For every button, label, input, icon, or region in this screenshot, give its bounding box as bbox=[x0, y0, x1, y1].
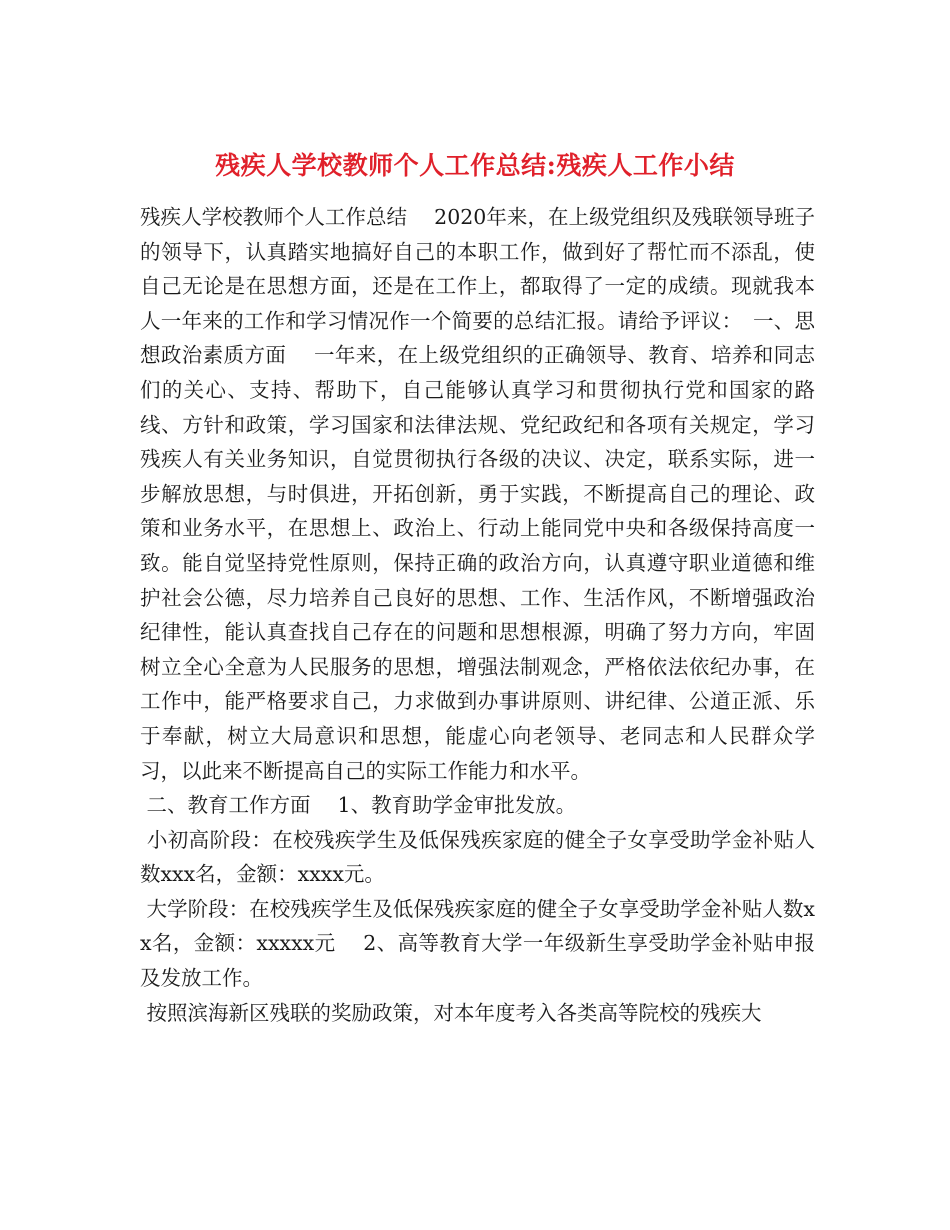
paragraph-education-heading: 二、教育工作方面 1、教育助学金审批发放。 bbox=[140, 793, 577, 818]
paragraph-primary-secondary: 小初高阶段：在校残疾学生及低保残疾家庭的健全子女享受助学金补贴人数xxx名，金额：xxxx元。 bbox=[140, 827, 815, 887]
paragraph-intro-political: 残疾人学校教师个人工作总结 2020年来，在上级党组织及残联领导班子的领导下，认真踏实地搞好自己的本职工作，做到好了帮忙而不添乱，使自己无论是在思想方面，还是在工作上，都取得了一定的成绩。现就我本人一年来的工作和学习情况作一个简要的总结汇报。请给予评议： 一、思想政治素质方面 一年来，在上级党组织的正确领导、教育、培养和同志们的关心、支持、帮助下，自己能够认真学习和贯彻执行党和国家的路线、方针和政策，学习国家和法律法规、党纪政纪和各项有关规定，学习残疾人有关业务知识，自觉贯彻执行各级的决议、决定，联系实际，进一步解放思想，与时俱进，开拓创新，勇于实践，不断提高自己的理论、政策和业务水平，在思想上、政治上、行动上能同党中央和各级保持高度一致。能自觉坚持党性原则，保持正确的政治方向，认真遵守职业道德和维护社会公德，尽力培养自己良好的思想、工作、生活作风，不断增强政治纪律性，能认真查找自己存在的问题和思想根源，明确了努力方向，牢固树立全心全意为人民服务的思想，增强法制观念，严格依法依纪办事，在工作中，能严格要求自己，力求做到办事讲原则、讲纪律、公道正派、乐于奉献，树立大局意识和思想，能虚心向老领导、老同志和人民群众学习，以此来不断提高自己的实际工作能力和水平。 bbox=[140, 205, 815, 783]
document-body bbox=[140, 200, 815, 1030]
paragraph-university: 大学阶段：在校残疾学生及低保残疾家庭的健全子女享受助学金补贴人数xx名，金额：xxxxx元 2、高等教育大学一年级新生享受助学金补贴申报及发放工作。 bbox=[140, 896, 815, 991]
document-title: 残疾人学校教师个人工作总结:残疾人工作小结 bbox=[215, 150, 735, 180]
paragraph-binhai-policy: 按照滨海新区残联的奖励政策，对本年度考入各类高等院校的残疾大 bbox=[140, 1000, 762, 1025]
